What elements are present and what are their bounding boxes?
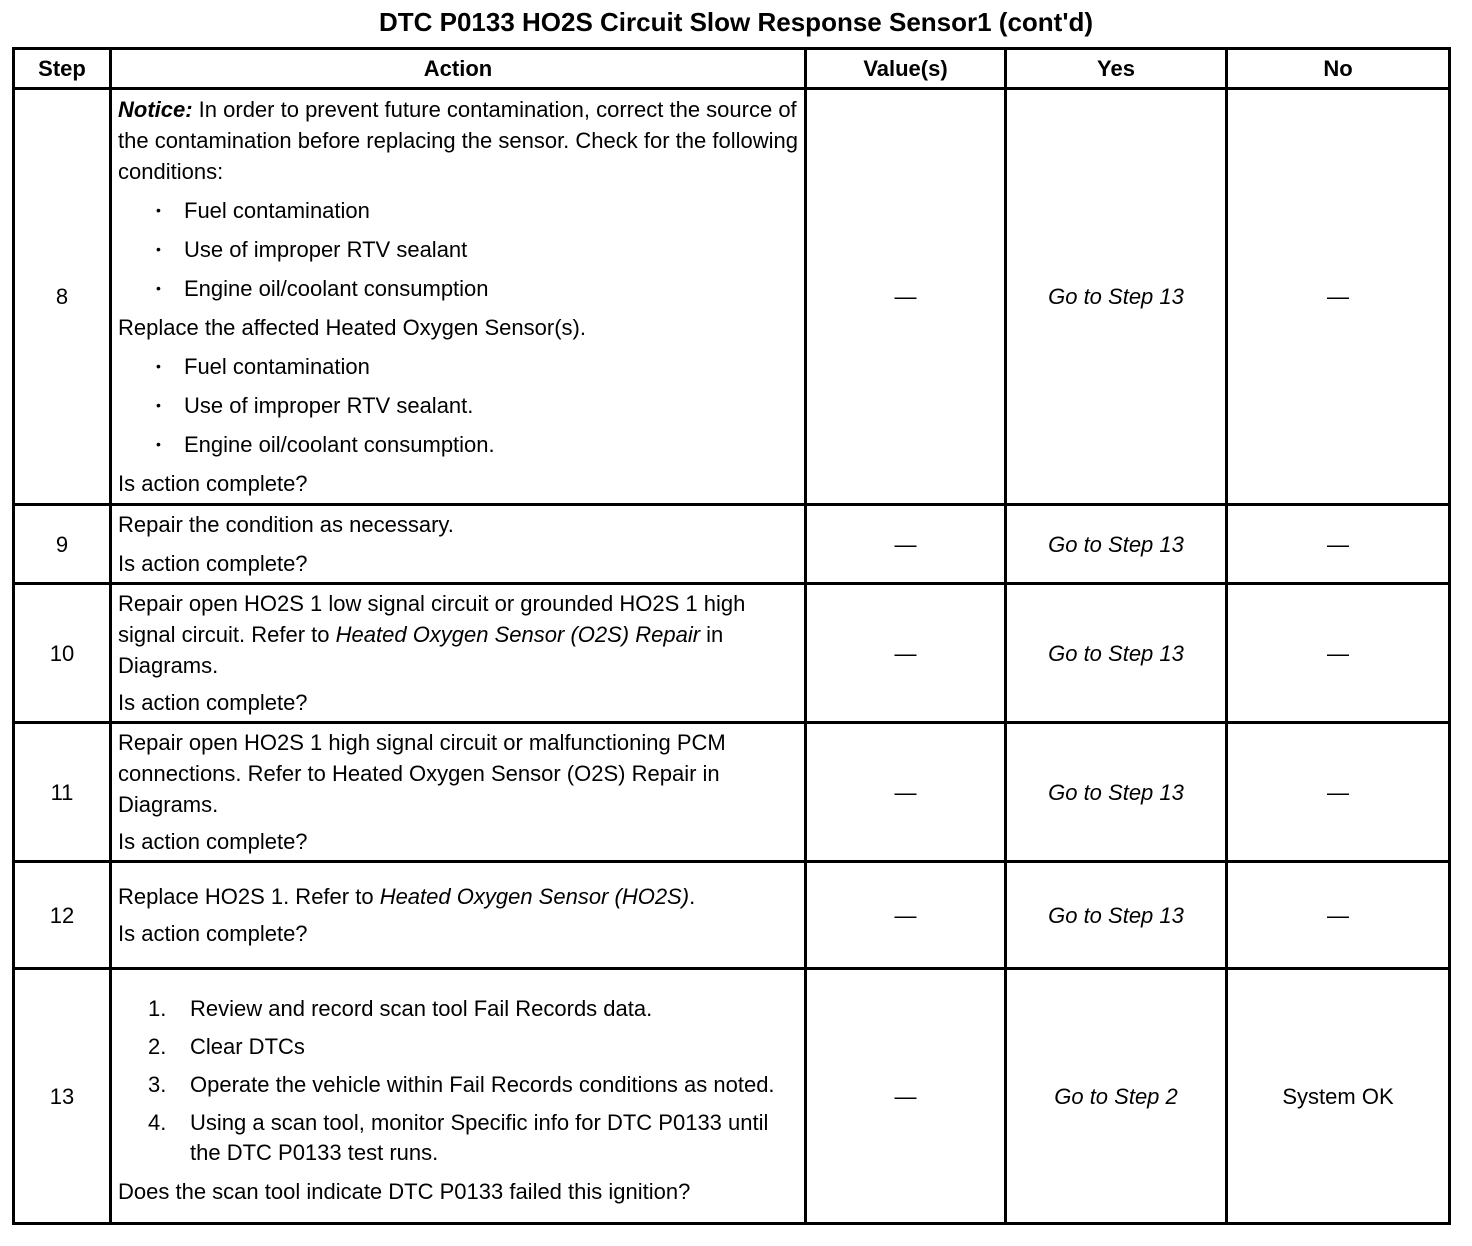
- no-cell: System OK: [1227, 969, 1450, 1224]
- replace-text: Replace the affected Heated Oxygen Sensor(s).: [118, 315, 586, 340]
- header-action: Action: [111, 49, 806, 89]
- value-cell: —: [806, 584, 1006, 723]
- action-cell: [111, 89, 806, 505]
- table-row-step-11: [14, 723, 1450, 862]
- list-item: 4. Using a scan tool, monitor Specific info for DTC P0133 until the DTC P0133 test runs.: [148, 1109, 769, 1165]
- action-cell: [111, 505, 806, 584]
- step-number: 9: [14, 505, 111, 584]
- header-no: No: [1227, 49, 1450, 89]
- list-item: 1. Review and record scan tool Fail Records data.: [148, 995, 653, 1021]
- no-cell: —: [1227, 862, 1450, 969]
- reference-link-text: Heated Oxygen Sensor (O2S) Repair: [335, 622, 701, 647]
- action-question: Does the scan tool indicate DTC P0133 failed this ignition?: [118, 1178, 691, 1204]
- list-item: • Fuel contamination: [118, 351, 798, 382]
- list-item: 3. Operate the vehicle within Fail Records conditions as noted.: [148, 1071, 775, 1097]
- notice-label: Notice:: [118, 97, 193, 122]
- action-question: Is action complete?: [118, 829, 308, 854]
- action-text: Repair open HO2S 1 high signal circuit or malfunctioning PCM connections. Refer to Heated Oxygen Sensor (O2S) Repair in Diagrams.: [118, 730, 726, 817]
- yes-cell: Go to Step 13: [1006, 505, 1227, 584]
- value-cell: —: [806, 862, 1006, 969]
- no-cell: —: [1227, 723, 1450, 862]
- yes-cell: Go to Step 13: [1006, 584, 1227, 723]
- action-question: Is action complete?: [118, 551, 308, 576]
- action-question: Is action complete?: [118, 690, 308, 715]
- step-number: 13: [14, 969, 111, 1224]
- list-item: • Fuel contamination: [118, 195, 798, 226]
- action-text: Repair open HO2S 1 low signal circuit or grounded HO2S 1 high signal circuit. Refer to Heated Oxygen Sensor (O2S) Repair in Diagrams.: [118, 591, 746, 678]
- action-cell: [111, 584, 806, 723]
- value-cell: —: [806, 89, 1006, 505]
- page-title: DTC P0133 HO2S Circuit Slow Response Sensor1 (cont'd): [378, 7, 1094, 37]
- yes-cell: Go to Step 13: [1006, 89, 1227, 505]
- value-cell: —: [806, 505, 1006, 584]
- conditions-list-2: [118, 351, 798, 460]
- dtc-table: [12, 47, 1451, 1225]
- list-item: • Engine oil/coolant consumption.: [118, 429, 798, 460]
- step-number: 10: [14, 584, 111, 723]
- step-number: 11: [14, 723, 111, 862]
- action-cell: [111, 969, 806, 1224]
- no-cell: —: [1227, 505, 1450, 584]
- procedure-list: [118, 994, 798, 1168]
- table-row-step-12: [14, 862, 1450, 969]
- action-question: Is action complete?: [118, 921, 308, 946]
- table-row-step-8: [14, 89, 1450, 505]
- action-text: Repair the condition as necessary.: [118, 512, 454, 537]
- table-row-step-13: [14, 969, 1450, 1224]
- notice-paragraph: [118, 94, 798, 187]
- step-number: 8: [14, 89, 111, 505]
- reference-link-text: Heated Oxygen Sensor (HO2S): [379, 884, 690, 909]
- yes-cell: Go to Step 2: [1006, 969, 1227, 1224]
- action-question: Is action complete?: [118, 471, 308, 496]
- list-item: • Use of improper RTV sealant: [118, 234, 798, 265]
- action-cell: [111, 862, 806, 969]
- notice-text: In order to prevent future contamination, correct the source of the contamination before replacing the sensor. Check for the following conditions:: [118, 97, 798, 184]
- table-row-step-9: [14, 505, 1450, 584]
- step-number: 12: [14, 862, 111, 969]
- header-values: Value(s): [806, 49, 1006, 89]
- no-cell: —: [1227, 584, 1450, 723]
- list-item: • Engine oil/coolant consumption: [118, 273, 798, 304]
- list-item: • Use of improper RTV sealant.: [118, 390, 798, 421]
- action-text: Replace HO2S 1. Refer to Heated Oxygen Sensor (HO2S).: [118, 884, 696, 909]
- no-cell: —: [1227, 89, 1450, 505]
- header-yes: Yes: [1006, 49, 1227, 89]
- yes-cell: Go to Step 13: [1006, 723, 1227, 862]
- action-cell: [111, 723, 806, 862]
- table-row-step-10: [14, 584, 1450, 723]
- conditions-list: [118, 195, 798, 304]
- value-cell: —: [806, 723, 1006, 862]
- yes-cell: Go to Step 13: [1006, 862, 1227, 969]
- header-step: Step: [14, 49, 111, 89]
- value-cell: —: [806, 969, 1006, 1224]
- header-row: [14, 49, 1450, 89]
- list-item: 2. Clear DTCs: [148, 1033, 305, 1059]
